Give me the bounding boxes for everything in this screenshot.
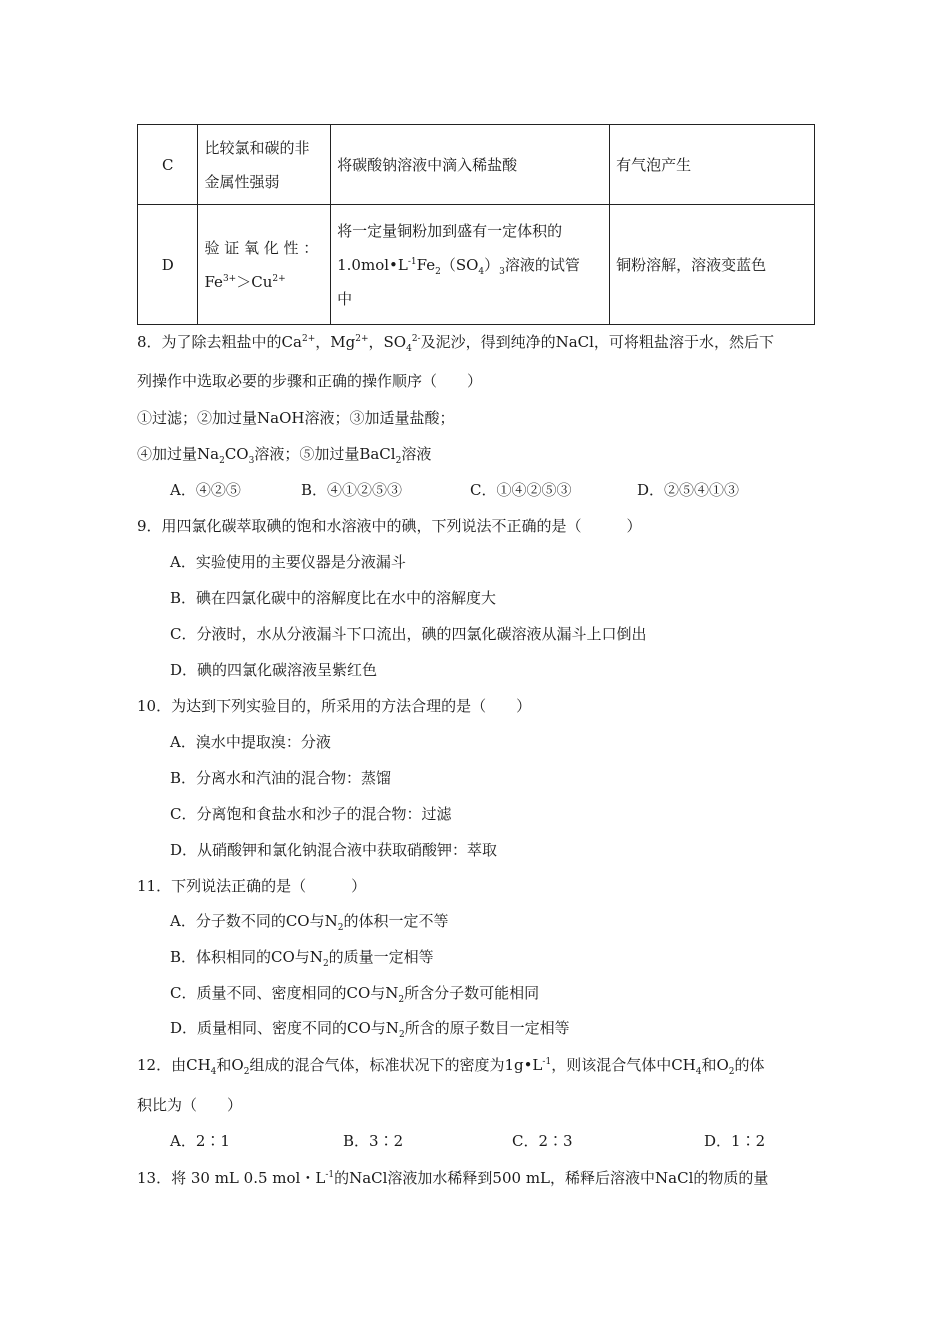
text-fragment: 溶液的试管 — [504, 255, 580, 274]
question-8-option-b[interactable]: B．④①②⑤③ — [301, 481, 403, 499]
operation-line: 将一定量铜粉加到盛有一定体积的 — [337, 221, 563, 240]
text-fragment: A．分子数不同的CO与N — [170, 912, 338, 930]
text-fragment: 的NaCl溶液加水稀释到500 mL，稀释后溶液中NaCl的物质的量 — [334, 1169, 769, 1187]
purpose-line: 验 证 氧 化 性 ： — [204, 238, 319, 257]
subscript: 2 — [398, 995, 405, 1005]
subscript: 4 — [406, 344, 412, 354]
question-8-option-d[interactable]: D．②⑤④①③ — [637, 481, 740, 499]
superscript: -1 — [325, 1170, 335, 1180]
question-10-option-b[interactable]: B．分离水和汽油的混合物：蒸馏 — [170, 769, 392, 787]
row-label: C — [138, 125, 198, 205]
superscript: 2+ — [272, 273, 286, 284]
subscript: 3 — [499, 266, 505, 277]
question-13-stem — [137, 1167, 768, 1188]
text-fragment: Fe — [416, 255, 436, 274]
subscript: 3 — [248, 456, 255, 466]
operation-cell: 将碳酸钠溶液中滴入稀盐酸 — [331, 125, 610, 205]
text-fragment: Fe — [204, 272, 223, 291]
purpose-cell — [198, 125, 331, 205]
question-10-option-d[interactable]: D．从硝酸钾和氯化钠混合液中获取硝酸钾：萃取 — [170, 841, 498, 859]
text-fragment: ，Mg — [315, 333, 356, 351]
purpose-line: 比较氯和碳的非 — [204, 138, 310, 157]
question-11-option-a[interactable] — [170, 910, 448, 931]
question-11-option-c[interactable] — [170, 982, 539, 1003]
text-fragment: 的体积一定不等 — [343, 912, 449, 930]
question-11-option-b[interactable] — [170, 946, 434, 967]
text-fragment: 8．为了除去粗盐中的Ca — [137, 333, 302, 351]
text-fragment: 溶液；⑤加过量BaCl — [254, 445, 396, 463]
superscript: -1 — [407, 256, 417, 267]
subscript: 2 — [219, 456, 225, 466]
question-8-stem-line2: 列操作中选取必要的步骤和正确的操作顺序（ ） — [137, 372, 483, 390]
question-11-option-d[interactable] — [170, 1017, 570, 1038]
text-fragment: ，SO — [368, 333, 407, 351]
text-fragment: ＞Cu — [236, 272, 273, 291]
question-9-option-d[interactable]: D．碘的四氯化碳溶液呈紫红色 — [170, 661, 378, 679]
text-fragment: ，则该混合气体中CH — [551, 1056, 696, 1074]
table-row — [138, 125, 815, 205]
superscript: 2+ — [355, 334, 369, 344]
text-fragment: ） — [484, 255, 500, 274]
text-fragment: 12．由CH — [137, 1056, 211, 1074]
operation-cell — [331, 205, 610, 325]
text-fragment: 13．将 30 mL 0.5 mol・L — [137, 1169, 326, 1187]
subscript: 4 — [210, 1067, 217, 1077]
question-8-option-a[interactable]: A．④②⑤ — [170, 481, 241, 499]
text-fragment: B．体积相同的CO与N — [170, 948, 323, 966]
text-fragment: 及泥沙，得到纯净的NaCl，可将粗盐溶于水，然后下 — [420, 333, 774, 351]
question-9-option-a[interactable]: A．实验使用的主要仪器是分液漏斗 — [170, 553, 406, 571]
purpose-line — [204, 265, 324, 299]
text-fragment: （SO — [440, 255, 479, 274]
question-12-option-c[interactable]: C．2∶3 — [512, 1132, 573, 1150]
text-fragment: ④加过量Na — [137, 445, 220, 463]
superscript: -1 — [542, 1057, 552, 1067]
question-11-stem: 11．下列说法正确的是（ ） — [137, 877, 367, 895]
text-fragment: C．质量不同、密度相同的CO与N — [170, 984, 399, 1002]
subscript: 2 — [728, 1067, 735, 1077]
text-fragment: 溶液 — [401, 445, 432, 463]
operation-line — [337, 248, 603, 282]
phenomenon-cell: 有气泡产生 — [610, 125, 815, 205]
question-8-stem — [137, 331, 774, 352]
text-fragment: 的体 — [734, 1056, 765, 1074]
table-row — [138, 205, 815, 325]
operation-line: 中 — [337, 289, 353, 308]
subscript: 2 — [395, 456, 402, 466]
subscript: 2 — [322, 959, 329, 969]
question-9-option-b[interactable]: B．碘在四氯化碳中的溶解度比在水中的溶解度大 — [170, 589, 497, 607]
question-12-option-d[interactable]: D．1∶2 — [704, 1132, 766, 1150]
question-8-steps-line1: ①过滤；②加过量NaOH溶液；③加适量盐酸； — [137, 409, 455, 427]
text-fragment: 所含的原子数目一定相等 — [404, 1019, 570, 1037]
text-fragment: CO — [224, 445, 249, 463]
subscript: 4 — [478, 266, 485, 277]
superscript: 2- — [411, 334, 421, 344]
purpose-line: 金属性强弱 — [204, 172, 280, 191]
subscript: 2 — [398, 1030, 405, 1040]
text-fragment: 1.0mol•L — [337, 255, 408, 274]
purpose-cell — [198, 205, 331, 325]
text-fragment: 组成的混合气体，标准状况下的密度为1g•L — [249, 1056, 543, 1074]
superscript: 3+ — [222, 273, 237, 284]
subscript: 4 — [695, 1067, 702, 1077]
question-12-stem-line2: 积比为（ ） — [137, 1096, 243, 1114]
text-fragment: 和O — [216, 1056, 244, 1074]
question-12-stem — [137, 1054, 765, 1075]
text-fragment: 的质量一定相等 — [328, 948, 434, 966]
question-8-steps-line2 — [137, 443, 431, 464]
text-fragment: 所含分子数可能相同 — [404, 984, 540, 1002]
question-12-option-b[interactable]: B．3∶2 — [343, 1132, 404, 1150]
question-10-option-c[interactable]: C．分离饱和食盐水和沙子的混合物：过滤 — [170, 805, 452, 823]
experiment-table — [137, 124, 815, 325]
superscript: 2+ — [301, 334, 316, 344]
text-fragment: 和O — [701, 1056, 729, 1074]
question-9-option-c[interactable]: C．分液时，水从分液漏斗下口流出，碘的四氯化碳溶液从漏斗上口倒出 — [170, 625, 647, 643]
question-9-stem: 9．用四氯化碳萃取碘的饱和水溶液中的碘，下列说法不正确的是（ ） — [137, 517, 642, 535]
subscript: 2 — [435, 266, 441, 277]
question-8-option-c[interactable]: C．①④②⑤③ — [470, 481, 572, 499]
question-10-option-a[interactable]: A．溴水中提取溴：分液 — [170, 733, 331, 751]
row-label: D — [138, 205, 198, 325]
text-fragment: D．质量相同、密度不同的CO与N — [170, 1019, 399, 1037]
subscript: 2 — [243, 1067, 250, 1077]
phenomenon-cell: 铜粉溶解，溶液变蓝色 — [610, 205, 815, 325]
question-12-option-a[interactable]: A．2∶1 — [170, 1132, 230, 1150]
question-10-stem: 10．为达到下列实验目的，所采用的方法合理的是（ ） — [137, 697, 532, 715]
subscript: 2 — [337, 923, 344, 933]
